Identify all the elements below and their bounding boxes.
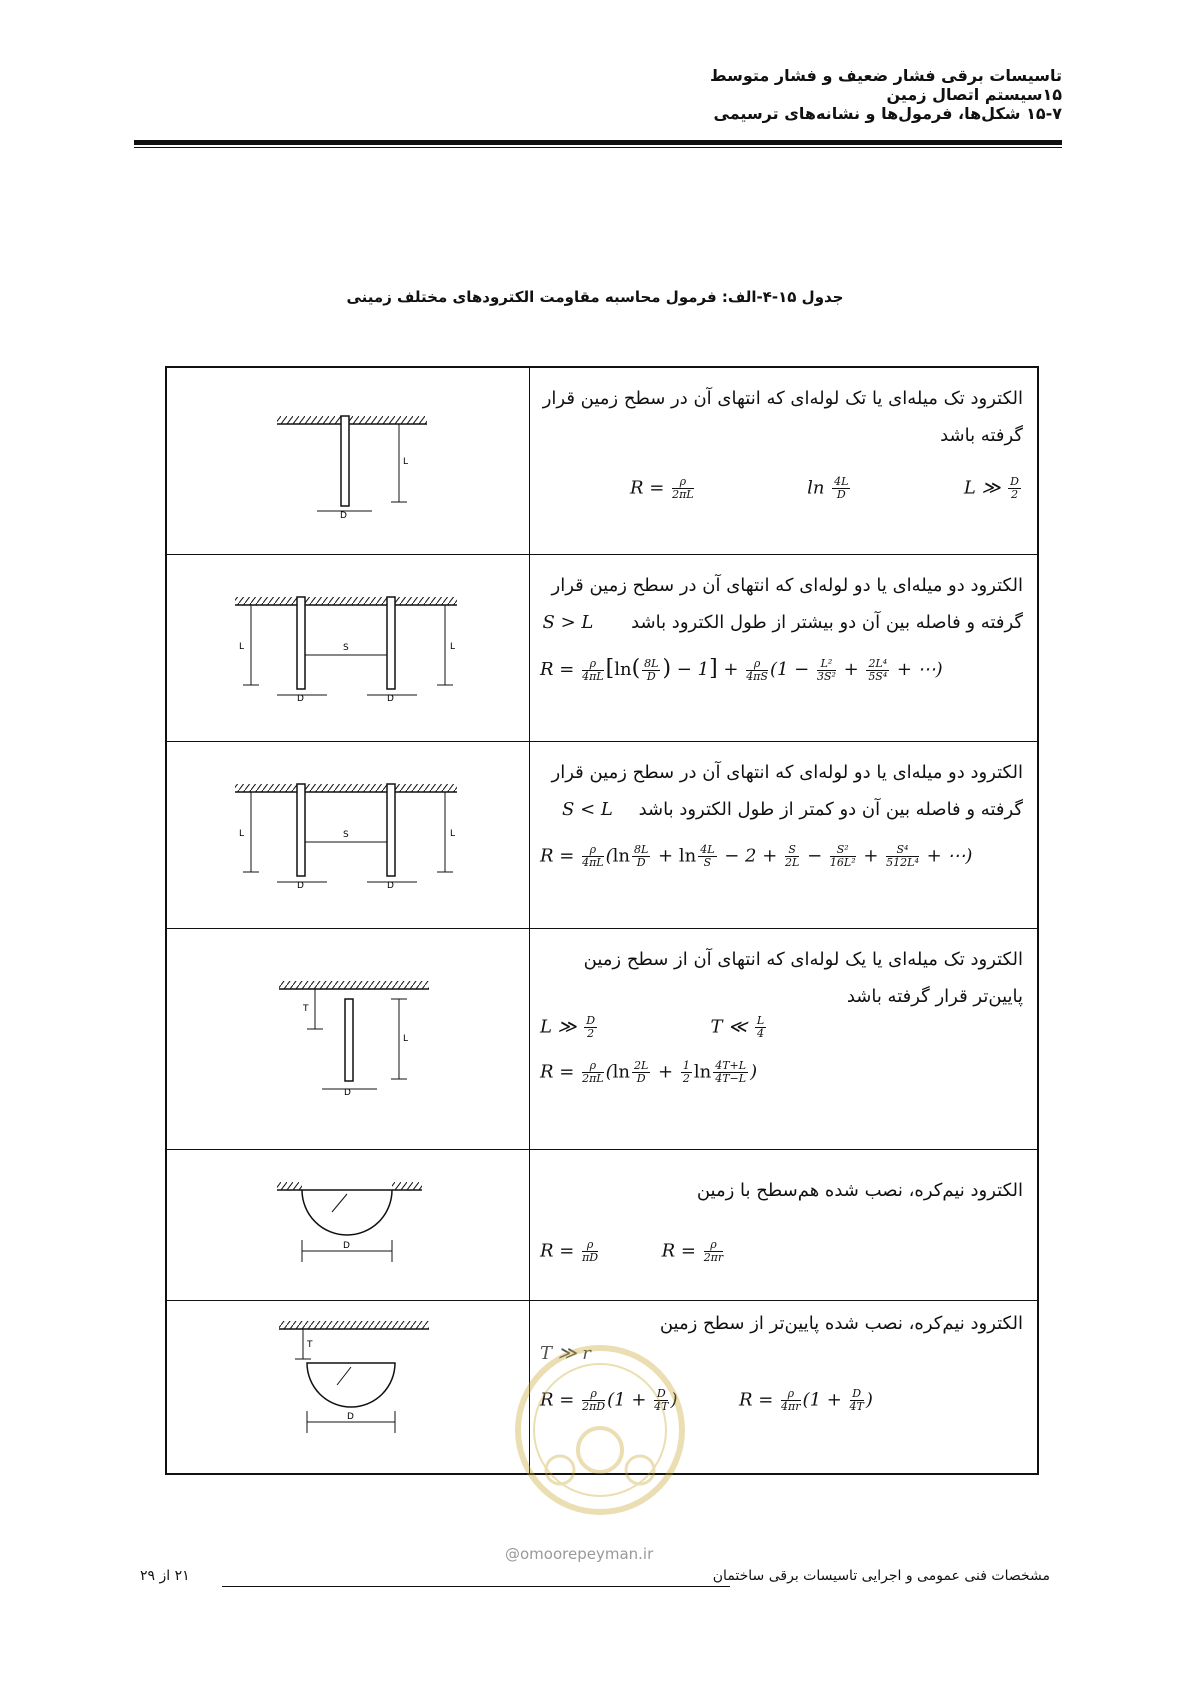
header-rule [134, 140, 1062, 145]
label-D: D [343, 1241, 350, 1251]
row3-desc-line2: گرفته و فاصله بین آن دو کمتر از طول الکترود باشد [638, 799, 1023, 820]
label-S: S [343, 643, 349, 653]
label-D: D [387, 881, 394, 891]
page-number: ۲۱ از ۲۹ [140, 1568, 190, 1584]
row1-desc-line2: گرفته باشد [940, 425, 1023, 446]
row2-formula: R = $\frac{\rho}{4\pi L}$ [ln( $\frac{8L}{D}$ ) − 1] + $\frac{\rho}{4\pi S}$ (1 − $\frac{\text{L²}}{\text{3S²}}$ + $\frac{\text{2L⁴}}{\text{5S⁴}}$ + ⋯) [540, 656, 943, 683]
row6-desc-line1: الکترود نیم‌کره، نصب شده پایین‌تر از سطح زمین [659, 1313, 1023, 1334]
row3-formula: R = $\frac{\rho}{4\pi L}$ (ln $\frac{8L}{D}$ + ln $\frac{4L}{S}$ − 2 + $\frac{S}{2L}$ − $\frac{\text{S²}}{\text{16L²}}$ + $\frac{\text{S⁴}}{\text{512L⁴}}$ + ⋯) [540, 843, 973, 869]
buried-rod-diagram [167, 929, 529, 1149]
table-title: جدول ۱۵-۴-الف: فرمول محاسبه مقاومت الکترودهای مختلف زمینی [346, 288, 844, 306]
header-line-3: ۱۵-۷ شکل‌ها، فرمول‌ها و نشانه‌های ترسیمی [713, 104, 1062, 123]
row1-formula: R = $\frac{\rho}{2\pi L}$ ln $\frac{4L}{D}$ L ≫ $\frac{D}{2}$ [630, 475, 1019, 501]
row3-condition: S < L [562, 799, 613, 820]
label-L: L [450, 829, 456, 839]
table-row [166, 929, 1038, 1150]
label-D: D [387, 694, 394, 704]
row5-formula: R = $\frac{\rho}{\pi D}$ R = $\frac{\rho}{2\pi r}$ [540, 1238, 724, 1264]
figure-cell [166, 929, 530, 1150]
label-S: S [343, 830, 349, 840]
label-L: L [403, 1034, 409, 1044]
row4-conditions: L ≫ $\frac{D}{2}$ T ≪ $\frac{L}{4}$ [540, 1014, 765, 1040]
label-L: L [403, 457, 409, 467]
row4-desc-line1: الکترود تک میله‌ای یا یک لوله‌ای که انتهای آن از سطح زمین [583, 949, 1023, 970]
label-D: D [297, 694, 304, 704]
footer-title: مشخصات فنی عمومی و اجرایی تاسیسات برقی ساختمان [712, 1568, 1050, 1584]
single-rod-diagram [167, 368, 529, 554]
label-D: D [344, 1088, 351, 1098]
row2-condition: S > L [542, 612, 594, 633]
header-line-1: تاسیسات برقی فشار ضعیف و فشار متوسط [709, 66, 1062, 85]
watermark-site: @omoorepeyman.ir [505, 1545, 654, 1563]
footer-rule [222, 1586, 730, 1587]
row6-condition: T ≫ r [540, 1343, 591, 1364]
page-header [710, 66, 1062, 123]
row3-desc-line1: الکترود دو میله‌ای یا دو لوله‌ای که انتهای آن در سطح زمین قرار [551, 762, 1023, 783]
row2-desc-line2: گرفته و فاصله بین آن دو بیشتر از طول الکترود باشد [631, 612, 1023, 633]
row5-desc-line1: الکترود نیم‌کره، نصب شده هم‌سطح با زمین [696, 1180, 1023, 1201]
electrode-table [165, 366, 1039, 1475]
description-cell [530, 555, 1039, 742]
row4-desc-line2: پایین‌تر قرار گرفته باشد [846, 986, 1023, 1007]
double-rod-far-diagram [167, 555, 529, 741]
table-row [166, 742, 1038, 929]
header-rule-thin [134, 147, 1062, 148]
hemisphere-surface-diagram [167, 1150, 529, 1300]
figure-cell [166, 367, 530, 555]
table-row [166, 555, 1038, 742]
label-T: T [307, 1340, 313, 1350]
description-cell [530, 367, 1039, 555]
label-D: D [297, 881, 304, 891]
label-D: D [340, 511, 347, 521]
description-cell [530, 742, 1039, 929]
label-D: D [347, 1412, 354, 1422]
label-L: L [239, 829, 245, 839]
row2-desc-line1: الکترود دو میله‌ای یا دو لوله‌ای که انتهای آن در سطح زمین قرار [551, 575, 1023, 596]
row1-desc-line1: الکترود تک میله‌ای یا تک لوله‌ای که انتهای آن در سطح زمین قرار [542, 388, 1023, 409]
double-rod-near-diagram [167, 742, 529, 928]
table-row [166, 1150, 1038, 1301]
label-T: T [303, 1004, 309, 1014]
figure-cell [166, 1150, 530, 1301]
hemisphere-buried-diagram [167, 1301, 529, 1473]
table-row [166, 367, 1038, 555]
description-cell [530, 1150, 1039, 1301]
figure-cell [166, 742, 530, 929]
watermark-seal [505, 1340, 695, 1520]
header-line-2: ۱۵سیستم اتصال زمین [886, 85, 1062, 104]
description-cell [530, 929, 1039, 1150]
figure-cell [166, 1301, 530, 1475]
label-L: L [450, 642, 456, 652]
row6-formula: R = $\frac{\rho}{2\pi D}$ (1 + $\frac{D}{4T}$ ) R = $\frac{\rho}{4\pi r}$ (1 + $\frac{D}{4T}$ ) [540, 1387, 873, 1413]
label-L: L [239, 642, 245, 652]
figure-cell [166, 555, 530, 742]
row4-formula: R = $\frac{\rho}{2\pi L}$ (ln $\frac{2L}{D}$ + $\frac{1}{2}$ ln $\frac{4T+L}{4T-L}$ ) [540, 1059, 758, 1085]
